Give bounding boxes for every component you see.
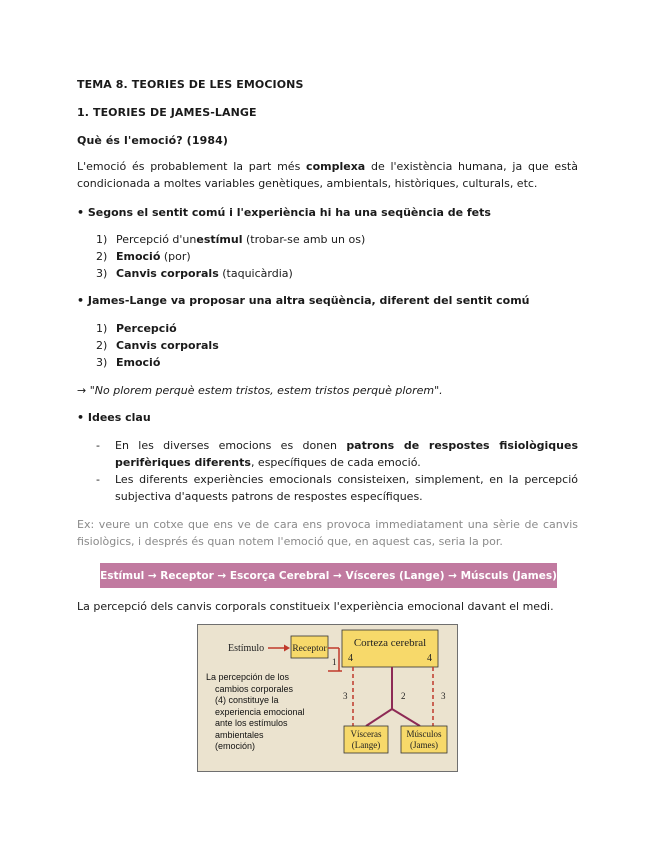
path-number-3-left: 3 bbox=[343, 691, 348, 701]
list-item: 2) Emoció (por) bbox=[96, 250, 191, 263]
cortex-label: Corteza cerebral bbox=[353, 637, 427, 649]
path-number-3-right: 3 bbox=[441, 691, 446, 701]
arrow-head-icon bbox=[284, 645, 290, 652]
list-item: 2) Canvis corporals bbox=[96, 339, 219, 352]
common-sense-list bbox=[96, 231, 365, 282]
closing-paragraph: La percepció dels canvis corporals constitueix l'experiència emocional davant el medi. bbox=[77, 600, 554, 613]
viscera-sublabel: (Lange) bbox=[351, 740, 381, 750]
list-item: 1) Percepció d'un estímul (trobar-se amb un os) bbox=[96, 233, 366, 246]
list-item: - Les diferents experiències emocionals consisteixen, simplement, en la percepció subjectiva d'aquests patrons de respostes específiques. bbox=[96, 473, 578, 503]
common-sense-heading: • Segons el sentit comú i l'experiència hi ha una seqüència de fets bbox=[77, 206, 491, 219]
path-number-4-left: 4 bbox=[348, 653, 353, 664]
muscles-sublabel: (James) bbox=[410, 740, 438, 750]
question-heading: Què és l'emoció? (1984) bbox=[77, 134, 228, 147]
right-arrow-icon: → bbox=[77, 384, 87, 397]
key-ideas-list bbox=[96, 437, 578, 505]
list-item: 1) Percepció bbox=[96, 322, 177, 335]
viscera-label: Vísceras bbox=[350, 729, 382, 739]
section-heading: 1. TEORIES DE JAMES-LANGE bbox=[77, 106, 257, 119]
key-ideas-heading: • Idees clau bbox=[77, 411, 151, 424]
example-paragraph: Ex: veure un cotxe que ens ve de cara ens provoca immediatament una sèrie de canvis fisiològics, i després és quan notem l'emoció que, en aquest cas, seria la por. bbox=[77, 518, 578, 548]
james-lange-diagram bbox=[197, 624, 458, 772]
quote-line: → "No plorem perquè estem tristos, estem tristos perquè plorem". bbox=[77, 384, 443, 397]
diagram-caption: La percepción de los cambios corporales (4) constituye la experiencia emocional ante los estímulos ambientales (emoción) bbox=[206, 672, 305, 751]
stimulus-label: Estímulo bbox=[228, 643, 265, 654]
path-number-4-right: 4 bbox=[427, 653, 432, 664]
path-number-1: 1 bbox=[332, 657, 337, 667]
james-lange-heading: • James-Lange va proposar una altra seqüència, diferent del sentit comú bbox=[77, 294, 530, 307]
receptor-label: Receptor bbox=[292, 644, 327, 654]
muscles-label: Músculos bbox=[406, 729, 442, 739]
list-item: 3) Emoció bbox=[96, 356, 161, 369]
intro-paragraph: L'emoció és probablement la part més complexa de l'existència humana, ja que està condicionada a moltes variables genètiques, ambientals, històriques, culturals, etc. bbox=[77, 160, 578, 190]
path-number-2: 2 bbox=[401, 691, 406, 701]
doc-title: TEMA 8. TEORIES DE LES EMOCIONS bbox=[77, 78, 304, 91]
branch-line bbox=[392, 709, 420, 726]
sequence-bar: Estímul → Receptor → Escorça Cerebral → Vísceres (Lange) → Músculs (James) bbox=[100, 563, 557, 588]
branch-line bbox=[366, 709, 392, 726]
james-lange-list bbox=[96, 320, 219, 371]
list-item: 3) Canvis corporals (taquicàrdia) bbox=[96, 267, 293, 280]
list-item: - En les diverses emocions es donen patrons de respostes fisiològiques perifèriques diferents, específiques de cada emoció. bbox=[96, 439, 578, 469]
